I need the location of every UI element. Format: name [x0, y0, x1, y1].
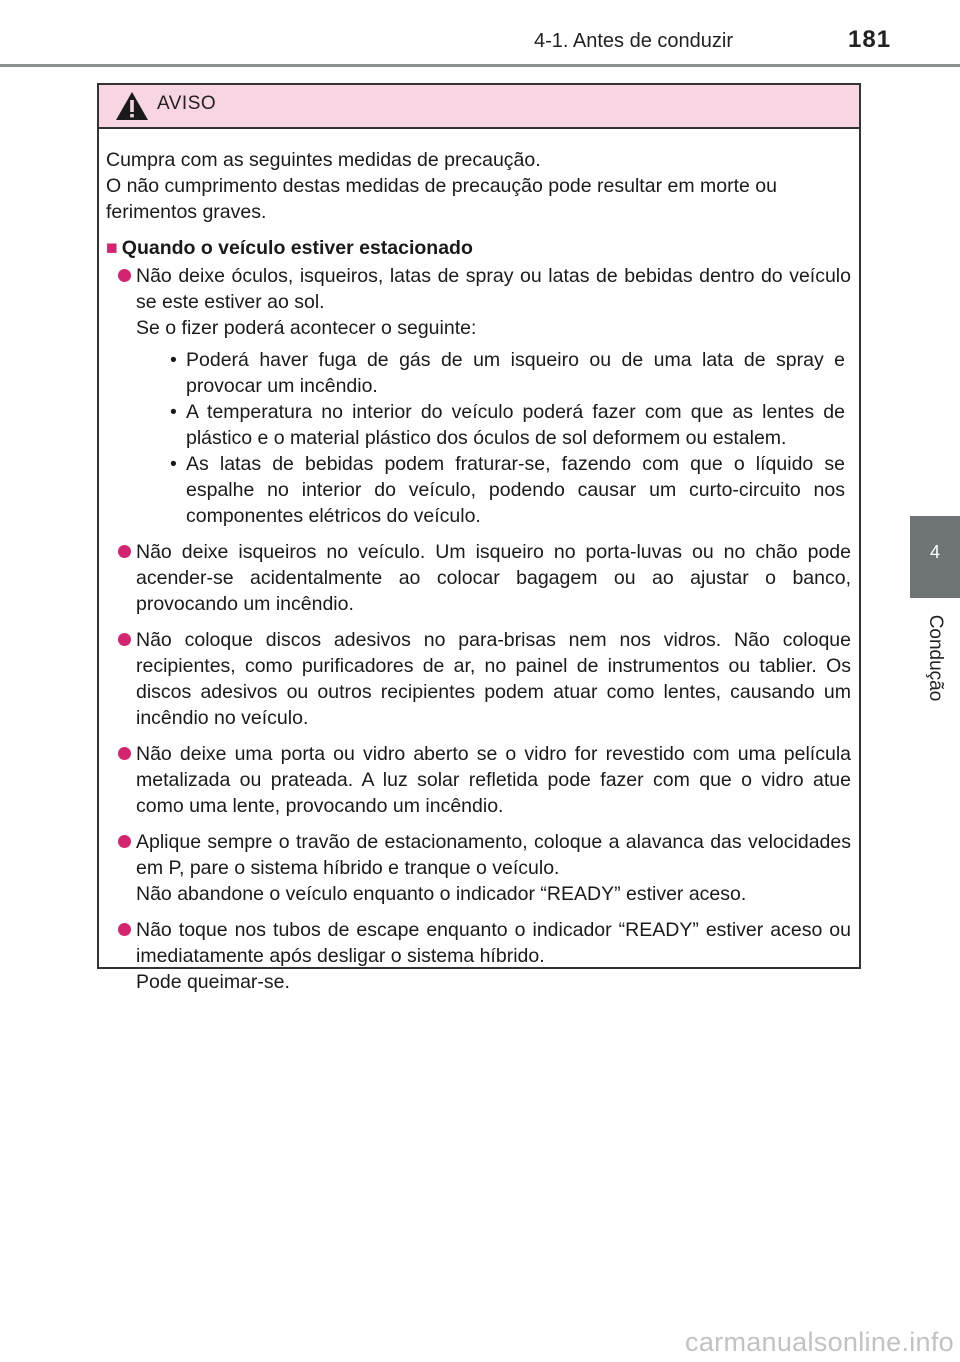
sub-bullet-icon: •	[170, 453, 177, 475]
intro-line: Cumpra com as seguintes medidas de precaução.	[106, 149, 541, 171]
list-item	[106, 627, 851, 731]
page-number: 181	[848, 26, 892, 53]
sub-list-item	[136, 451, 851, 529]
item-text: Não abandone o veículo enquanto o indicador “READY” estiver aceso.	[136, 883, 747, 905]
list-item	[106, 539, 851, 617]
bullet-dot-icon	[118, 633, 131, 646]
item-text: Se o fizer poderá acontecer o seguinte:	[136, 317, 477, 339]
sub-item-text: Poderá haver fuga de gás de um isqueiro ou de uma lata de spray e provocar um incêndio.	[186, 349, 845, 397]
list-item	[106, 263, 851, 529]
warning-box	[97, 83, 861, 993]
sub-bullet-icon: •	[170, 349, 177, 371]
bullet-dot-icon	[118, 747, 131, 760]
intro-line: O não cumprimento destas medidas de precaução pode resultar em morte ou ferimentos graves.	[106, 175, 777, 223]
item-text: Não toque nos tubos de escape enquanto o indicador “READY” estiver aceso ou imediatamente após desligar o sistema híbrido.	[136, 919, 851, 967]
warning-title: AVISO	[157, 93, 217, 114]
subheading	[106, 235, 851, 261]
bullet-dot-icon	[118, 269, 131, 282]
bullet-dot-icon	[118, 923, 131, 936]
warning-intro	[106, 147, 851, 225]
sub-item-text: As latas de bebidas podem fraturar-se, fazendo com que o líquido se espalhe no interior do veículo, podendo causar um curto-circuito nos componentes elétricos do veículo.	[186, 453, 845, 527]
list-item	[106, 829, 851, 907]
sub-list	[136, 347, 851, 529]
warning-body	[99, 129, 859, 995]
sub-list-item	[136, 399, 851, 451]
list-item	[106, 741, 851, 819]
warning-header	[99, 85, 859, 129]
bullet-dot-icon	[118, 835, 131, 848]
sub-list-item	[136, 347, 851, 399]
section-title: 4-1. Antes de conduzir	[534, 30, 734, 52]
watermark: carmanualsonline.info	[685, 1327, 954, 1357]
item-text: Aplique sempre o travão de estacionamento, coloque a alavanca das velocidades em P, pare o sistema híbrido e tranque o veículo.	[136, 831, 851, 879]
chapter-tab-number: 4	[929, 542, 940, 562]
item-text: Não deixe óculos, isqueiros, latas de spray ou latas de bebidas dentro do veículo se este estiver ao sol.	[136, 265, 851, 313]
chapter-tab[interactable]	[910, 516, 960, 598]
list-item	[106, 917, 851, 995]
sub-bullet-icon: •	[170, 401, 177, 423]
bullet-dot-icon	[118, 545, 131, 558]
sub-item-text: A temperatura no interior do veículo poderá fazer com que as lentes de plástico e o material plástico dos óculos de sol deformem ou estalem.	[186, 401, 845, 449]
item-text: Não deixe isqueiros no veículo. Um isqueiro no porta-luvas ou no chão pode acender-se acidentalmente ao colocar bagagem ou ao ajustar o banco, provocando um incêndio.	[136, 541, 851, 615]
subheading-text: Quando o veículo estiver estacionado	[121, 237, 473, 259]
item-text: Pode queimar-se.	[136, 971, 290, 993]
item-text: Não coloque discos adesivos no para-brisas nem nos vidros. Não coloque recipientes, como purificadores de ar, no painel de instrumentos ou tablier. Os discos adesivos ou outros recipientes podem atuar como lentes, causando um incêndio no veículo.	[136, 629, 851, 729]
header-rule	[0, 64, 960, 67]
chapter-tab-label: Condução	[925, 614, 946, 702]
square-bullet-icon: ■	[106, 237, 118, 259]
warning-triangle-icon	[115, 91, 149, 121]
item-text: Não deixe uma porta ou vidro aberto se o vidro for revestido com uma película metalizada ou prateada. A luz solar refletida pode fazer com que o vidro atue como uma lente, provocando um incêndio.	[136, 743, 851, 817]
